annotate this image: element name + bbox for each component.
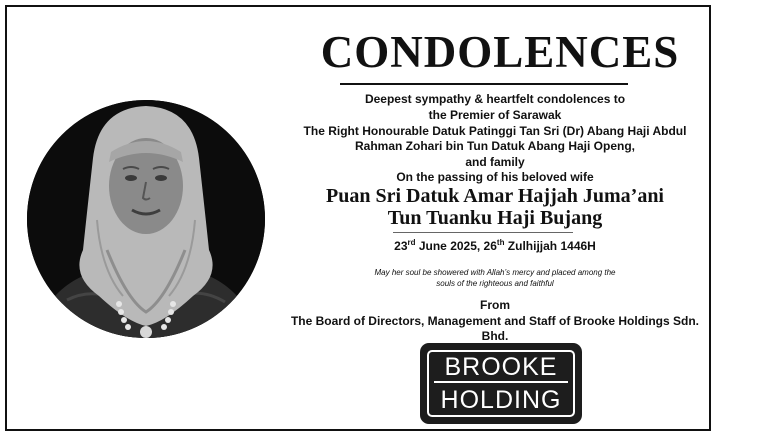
from-label: From — [480, 298, 510, 312]
page-title: CONDOLENCES — [320, 27, 680, 77]
message-line: The Right Honourable Datuk Patinggi Tan Sri (Dr) Abang Haji Abdul — [303, 124, 687, 138]
date-day: 23 — [394, 239, 408, 253]
from-line: Bhd. — [481, 329, 509, 343]
deceased-name-line: Puan Sri Datuk Amar Hajjah Juma’ani — [325, 185, 664, 207]
date-line — [270, 238, 720, 253]
divider — [393, 232, 573, 233]
brooke-holding-logo — [420, 343, 582, 424]
prayer-line: souls of the righteous and faithful — [436, 279, 554, 288]
message-line: Rahman Zohari bin Tun Datuk Abang Haji Openg, — [354, 139, 635, 153]
logo-word-top: BROOKE — [444, 353, 558, 381]
logo-divider — [434, 381, 568, 383]
portrait-photo — [27, 100, 265, 338]
date-day-suffix: rd — [407, 238, 416, 247]
deceased-name-line: Tun Tuanku Haji Bujang — [387, 207, 603, 229]
message-line: On the passing of his beloved wife — [396, 170, 594, 184]
title-underline — [340, 83, 628, 85]
message-line: the Premier of Sarawak — [428, 108, 562, 122]
portrait-illustration — [27, 100, 265, 338]
from-line: The Board of Directors, Management and Staff of Brooke Holdings Sdn. — [290, 314, 700, 328]
prayer-line: May her soul be showered with Allah’s mercy and placed among the — [374, 268, 616, 277]
hijri-date: Zulhijjah 1446H — [504, 239, 596, 253]
date-month-year: June 2025, 26 — [415, 239, 497, 253]
message-line: and family — [465, 155, 525, 169]
hijri-suffix: th — [496, 238, 505, 247]
logo-word-bottom: HOLDING — [440, 386, 562, 414]
message-line: Deepest sympathy & heartfelt condolences to — [364, 92, 626, 106]
